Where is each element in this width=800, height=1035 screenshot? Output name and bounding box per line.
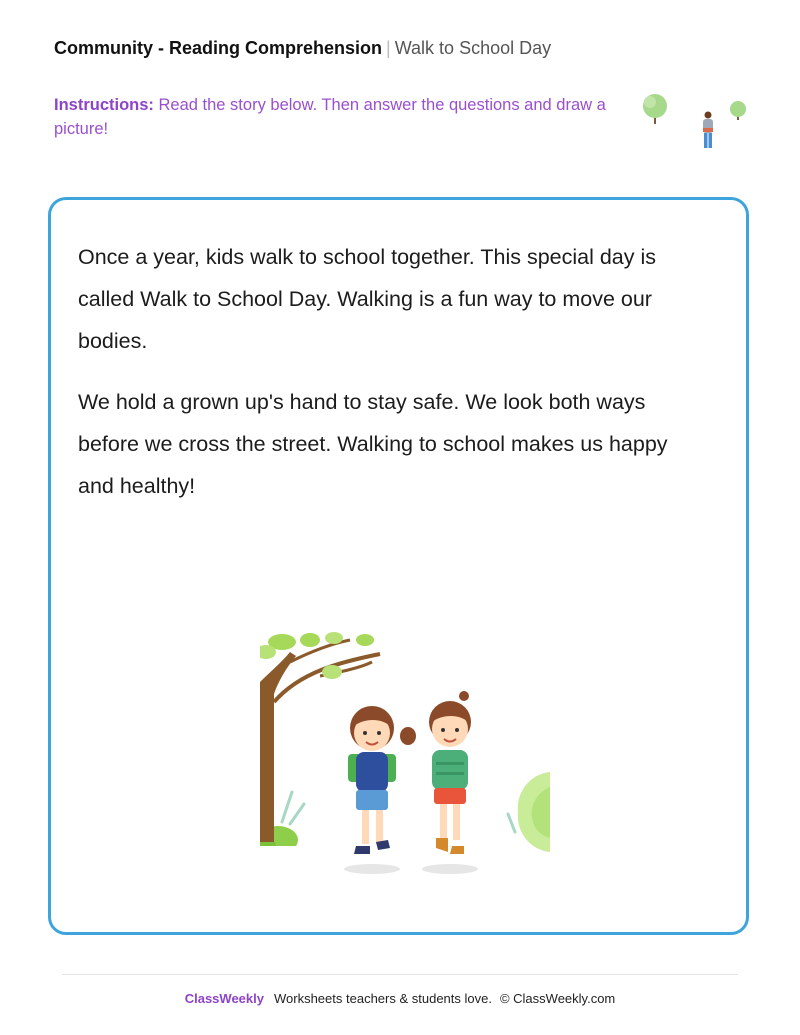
footer-brand: ClassWeekly (184, 991, 264, 1006)
footer (0, 990, 800, 1008)
girl-green-shirt-icon (429, 691, 471, 854)
instructions-text: Read the story below. Then answer the questions and draw a picture! (54, 96, 606, 138)
walking-kids-illustration (260, 632, 550, 877)
bush-right-icon (518, 772, 550, 852)
walking-kid-icon (703, 112, 713, 149)
title-separator: | (386, 38, 391, 58)
story-paragraph: We hold a grown up's hand to stay safe. We look both ways before we cross the street. Walking to school makes us happy and healthy! (78, 390, 668, 498)
grass-icon (282, 792, 515, 832)
girl-blue-shirt-icon (348, 706, 416, 854)
story-card (48, 197, 749, 935)
tree-right-icon (730, 101, 746, 120)
worksheet-subtitle: Walk to School Day (394, 38, 552, 58)
instructions-label: Instructions: (54, 96, 154, 114)
tree-left-icon (643, 94, 667, 124)
instructions (54, 93, 614, 141)
footer-copyright: © ClassWeekly.com (499, 991, 616, 1006)
footer-divider (62, 974, 738, 975)
footer-tagline: Worksheets teachers & students love. (273, 991, 492, 1006)
worksheet-header (54, 36, 551, 60)
header-illustration (622, 56, 750, 162)
story-text (78, 236, 698, 526)
story-paragraph: Once a year, kids walk to school together. This special day is called Walk to School Day. Walking is a fun way to move our bodies. (78, 245, 657, 353)
worksheet-title: Community - Reading Comprehension (54, 38, 383, 58)
